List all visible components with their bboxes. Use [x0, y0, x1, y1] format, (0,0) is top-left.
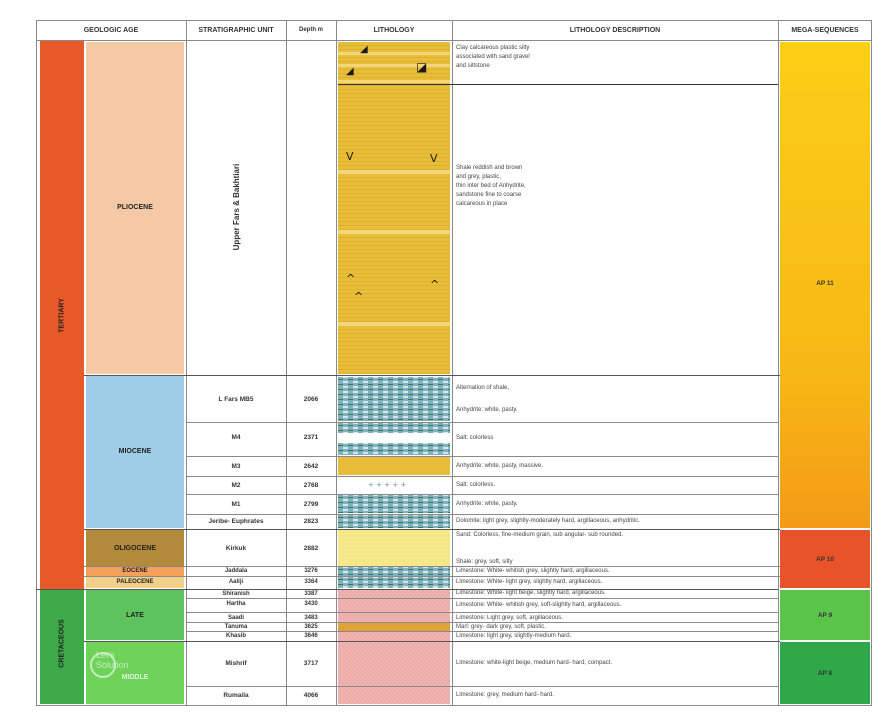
- description-lfars-2: Anhydrite: white, pasty.: [456, 407, 518, 413]
- description-m4: Salt: colorless: [456, 435, 494, 441]
- unit-saadi-label: Saadi: [227, 614, 244, 621]
- header-lithology: LITHOLOGY: [373, 26, 415, 34]
- row-line-m2: [186, 476, 778, 477]
- description-jeribe: Dolomite: light grey, slightly-moderately hard, argillaceous, anhydritic.: [456, 518, 640, 524]
- depth-rumaila: 4066: [303, 691, 319, 699]
- mega-ap9-label: AP 9: [817, 611, 833, 619]
- description-m1: Anhydrite: white, pasty.: [456, 501, 518, 507]
- header-mega-sequences: MEGA-SEQUENCES: [791, 26, 859, 34]
- lithology-m4: [338, 423, 450, 455]
- description-aaliji: Limestone: White- light grey, slightly hard, argillaceous.: [456, 579, 603, 585]
- description-lfars-1: Alternation of shale,: [456, 385, 510, 391]
- description-upper-fars-2: Shale reddish and brown and grey, plastic, thin inter bed of Anhydrite, sandstone fine to coarse calcareous in place: [456, 165, 526, 207]
- anhydrite-symbol-2: V: [430, 152, 438, 165]
- lithology-m3: [338, 457, 450, 475]
- unit-jeribe-label: Jeribe- Euphrates: [208, 518, 264, 525]
- col-divider-description: [778, 20, 779, 706]
- unit-rumaila-label: Rumaila: [223, 691, 249, 699]
- pliocene-bottom-line: [84, 375, 780, 376]
- row-line-m4: [186, 422, 778, 423]
- anhydrite-symbol-3: ^: [346, 272, 356, 285]
- lithology-m1: [338, 495, 450, 513]
- depth-mishrif: 3717: [303, 659, 319, 667]
- depth-m1: 2799: [303, 500, 319, 508]
- epoch-middle-lower-block: [86, 686, 184, 704]
- anhydrite-symbol-5: ^: [430, 278, 440, 291]
- depth-m3: 2642: [303, 462, 319, 470]
- late-bottom-line: [84, 641, 780, 642]
- description-m2: Salt: colorless.: [456, 482, 496, 488]
- epoch-late-label: LATE: [126, 611, 144, 619]
- depth-tanuma: 3625: [304, 623, 318, 630]
- mega-ap10-label: AP 10: [816, 555, 834, 563]
- unit-m3-label: M3: [231, 462, 241, 470]
- depth-lfars-mb5: 2066: [303, 395, 319, 403]
- lithology-kirkuk: [338, 530, 450, 566]
- description-saadi: Limestone: Light grey, soft, argillaceous.: [456, 615, 563, 621]
- unit-mishrif-label: Mishrif: [225, 659, 247, 667]
- unit-kirkuk-label: Kirkuk: [225, 544, 247, 552]
- unit-m1-label: M1: [231, 500, 241, 508]
- description-kirkuk-shale: Shale: grey, soft, silty: [456, 559, 513, 565]
- depth-jeribe: 2823: [303, 518, 319, 525]
- description-tanuma: Marl: grey- dark grey, soft, plastic.: [456, 624, 546, 630]
- unit-m4-label: M4: [231, 433, 241, 441]
- unit-aaliji-label: Aaliji: [228, 579, 244, 585]
- gravel-symbol-3: ◪: [416, 60, 428, 74]
- era-cretaceous-label: CRETACEOUS: [58, 619, 66, 668]
- mega-ap11-label: AP 11: [816, 279, 834, 287]
- unit-khasib-label: Khasib: [225, 632, 246, 639]
- svg-text:+ + + + +: + + + + +: [368, 481, 407, 489]
- unit-lfars-mb5-label: L Fars MB5: [218, 395, 254, 403]
- lithology-aaliji: [338, 577, 450, 588]
- unit-m2-label: M2: [231, 481, 241, 489]
- depth-jaddala: 3276: [304, 568, 318, 574]
- description-mishrif: Limestone: white-light beige, medium hard- hard, compact.: [456, 660, 613, 666]
- unit-tanuma-label: Tanuma: [224, 623, 248, 630]
- col-divider-depth: [336, 20, 337, 706]
- depth-hartha: 3430: [304, 601, 318, 607]
- header-geologic-age: GEOLOGIC AGE: [83, 26, 139, 34]
- depth-aaliji: 3364: [304, 579, 318, 585]
- header-bottom-line: [36, 40, 872, 41]
- watermark-logo: [88, 650, 118, 680]
- era-tertiary-label: TERTIARY: [58, 298, 66, 333]
- unit-jaddala-label: Jaddala: [224, 568, 248, 574]
- header-stratigraphic-unit: STRATIGRAPHIC UNIT: [198, 26, 274, 34]
- lithology-m2: [338, 477, 450, 493]
- watermark: Let's Solution: [96, 650, 129, 670]
- gravel-symbol-2: ◢: [346, 66, 354, 77]
- lithology-lfars-mb5: [338, 377, 450, 421]
- header-lithology-description: LITHOLOGY DESCRIPTION: [569, 26, 661, 34]
- lithology-jeribe: [338, 515, 450, 528]
- description-m3: Anhydrite: white, pasty, massive.: [456, 463, 543, 469]
- depth-m2: 2768: [303, 481, 319, 489]
- gravel-symbol-1: ◢: [360, 44, 368, 55]
- col-divider-lithology: [452, 20, 453, 706]
- header-depth: Depth m: [299, 27, 323, 33]
- description-upper-fars-1: Clay calcareous plastic silty associated with sand gravel and siltstone: [456, 45, 530, 69]
- description-kirkuk-sand: Sand: Colorless, fine-medium grain, sub angular- sub rounded.: [456, 532, 624, 538]
- upper-fars-sub-line: [338, 84, 778, 85]
- depth-khasib: 3646: [304, 632, 318, 639]
- unit-hartha-label: Hartha: [226, 601, 246, 607]
- description-shiranish: Limestone: White- light beige, slightly hard, argillaceous.: [456, 590, 606, 596]
- description-jaddala: Limestone: White- whitish grey, slightly hard, argillaceous.: [456, 568, 610, 574]
- mega-ap8-label: AP 8: [817, 669, 833, 677]
- lithology-upper-fars: [338, 42, 450, 374]
- unit-shiranish-label: Shiranish: [222, 590, 250, 597]
- unit-upper-fars-label: Upper Fars & Bakhtiari: [231, 163, 241, 251]
- row-line-m3: [186, 456, 778, 457]
- description-rumaila: Limestone: grey, medium hard- hard.: [456, 692, 554, 698]
- depth-kirkuk: 2882: [303, 544, 319, 552]
- epoch-oligocene-label: OLIGOCENE: [113, 544, 156, 552]
- lithology-jaddala: [338, 567, 450, 576]
- depth-saadi: 3483: [304, 614, 318, 621]
- row-line-m1: [186, 494, 778, 495]
- epoch-middle-label: MIDDLE: [121, 673, 149, 681]
- epoch-paleocene-label: PALEOCENE: [116, 579, 154, 585]
- epoch-pliocene-label: PLIOCENE: [117, 203, 153, 211]
- row-line-rumaila: [186, 686, 778, 687]
- anhydrite-symbol-1: V: [346, 150, 354, 163]
- description-hartha: Limestone: White- whitish grey, soft-slightly hard, argillaceous.: [456, 602, 622, 608]
- description-khasib: Limestone: light grey, slightly-medium hard.: [456, 633, 572, 639]
- depth-shiranish: 3387: [304, 590, 318, 597]
- epoch-miocene-label: MIOCENE: [118, 447, 152, 455]
- depth-m4: 2371: [303, 433, 319, 441]
- anhydrite-symbol-4: ^: [354, 290, 364, 303]
- epoch-eocene-label: EOCENE: [122, 568, 148, 574]
